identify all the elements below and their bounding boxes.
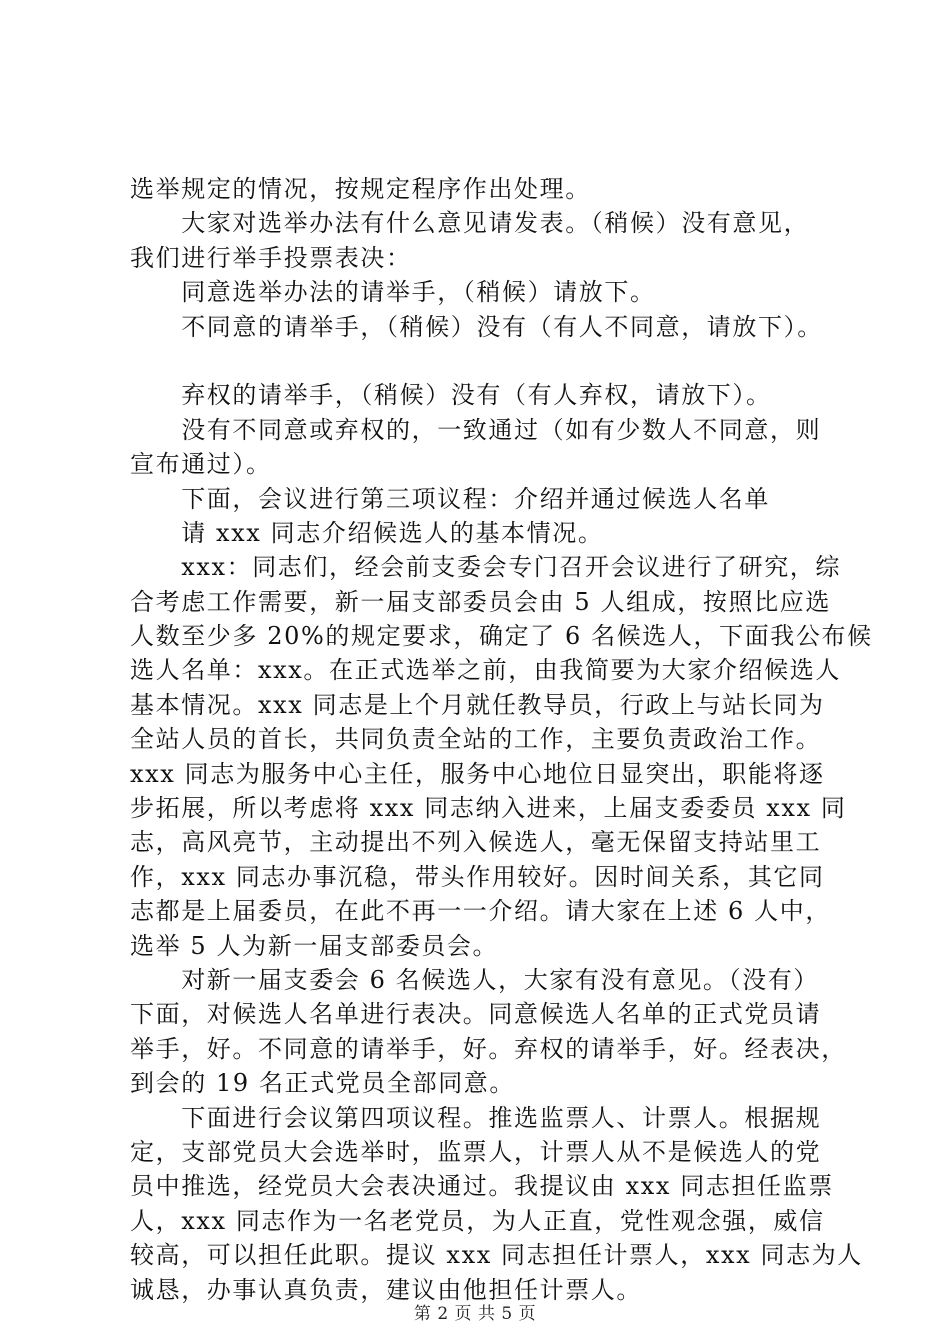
paragraph-line: 全站人员的首长，共同负责全站的工作，主要负责政治工作。 <box>130 725 822 754</box>
paragraph-line: 下面进行会议第四项议程。推选监票人、计票人。根据规 <box>130 1103 822 1132</box>
paragraph-line: 选举 5 人为新一届支部委员会。 <box>130 931 499 960</box>
paragraph-line: 宣布通过）。 <box>130 450 272 479</box>
paragraph-line: 对新一届支委会 6 名候选人，大家有没有意见。（没有） <box>130 965 819 994</box>
paragraph-line: 合考虑工作需要，新一届支部委员会由 5 人组成，按照比应选 <box>130 587 831 616</box>
paragraph-line: 没有不同意或弃权的，一致通过（如有少数人不同意，则 <box>130 415 822 444</box>
paragraph-line: 请 xxx 同志介绍候选人的基本情况。 <box>130 518 604 547</box>
paragraph-line: 大家对选举办法有什么意见请发表。（稍候）没有意见， <box>130 209 810 238</box>
paragraph-line: 基本情况。xxx 同志是上个月就任教导员，行政上与站长同为 <box>130 690 825 719</box>
paragraph-line: 人，xxx 同志作为一名老党员，为人正直，党性观念强，威信 <box>130 1206 825 1235</box>
paragraph-line: 作，xxx 同志办事沉稳，带头作用较好。因时间关系，其它同 <box>130 862 825 891</box>
paragraph-line: 志，高风亮节，主动提出不列入候选人，毫无保留支持站里工 <box>130 828 822 857</box>
paragraph-line: 诚恳，办事认真负责，建议由他担任计票人。 <box>130 1275 642 1304</box>
paragraph-line: 下面，对候选人名单进行表决。同意候选人名单的正式党员请 <box>130 1000 822 1029</box>
paragraph-line: 下面，会议进行第三项议程：介绍并通过候选人名单 <box>130 484 770 513</box>
paragraph-line: 选人名单：xxx。在正式选举之前，由我简要为大家介绍候选人 <box>130 656 842 685</box>
paragraph-line: xxx：同志们，经会前支委会专门召开会议进行了研究，综 <box>130 553 842 582</box>
paragraph-line: 我们进行举手投票表决： <box>130 243 412 272</box>
paragraph-line: 选举规定的情况，按规定程序作出处理。 <box>130 175 591 203</box>
page-footer: 第 2 页 共 5 页 <box>413 1304 537 1324</box>
paragraph-line <box>130 344 850 378</box>
paragraph-line: 不同意的请举手，（稍候）没有（有人不同意，请放下）。 <box>130 312 823 341</box>
paragraph-line: 员中推选，经党员大会表决通过。我提议由 xxx 同志担任监票 <box>130 1172 834 1201</box>
paragraph-line: 定，支部党员大会选举时，监票人，计票人从不是候选人的党 <box>130 1137 822 1166</box>
paragraph-line: 人数至少多 20%的规定要求，确定了 6 名候选人，下面我公布候 <box>130 622 873 651</box>
paragraph-line: 志都是上届委员，在此不再一一介绍。请大家在上述 6 人中， <box>130 897 831 926</box>
document-body <box>130 172 873 1307</box>
paragraph-line: 同意选举办法的请举手，（稍候）请放下。 <box>130 278 656 307</box>
paragraph-line: 步拓展，所以考虑将 xxx 同志纳入进来，上届支委委员 xxx 同 <box>130 794 847 823</box>
paragraph-line: xxx 同志为服务中心主任，服务中心地位日显突出，职能将逐 <box>130 759 825 788</box>
paragraph-line: 较高，可以担任此职。提议 xxx 同志担任计票人，xxx 同志为人 <box>130 1241 863 1270</box>
paragraph-line: 弃权的请举手，（稍候）没有（有人弃权，请放下）。 <box>130 381 772 410</box>
paragraph-line: 举手，好。不同意的请举手，好。弃权的请举手，好。经表决， <box>130 1034 847 1063</box>
paragraph-line: 到会的 19 名正式党员全部同意。 <box>130 1069 515 1098</box>
